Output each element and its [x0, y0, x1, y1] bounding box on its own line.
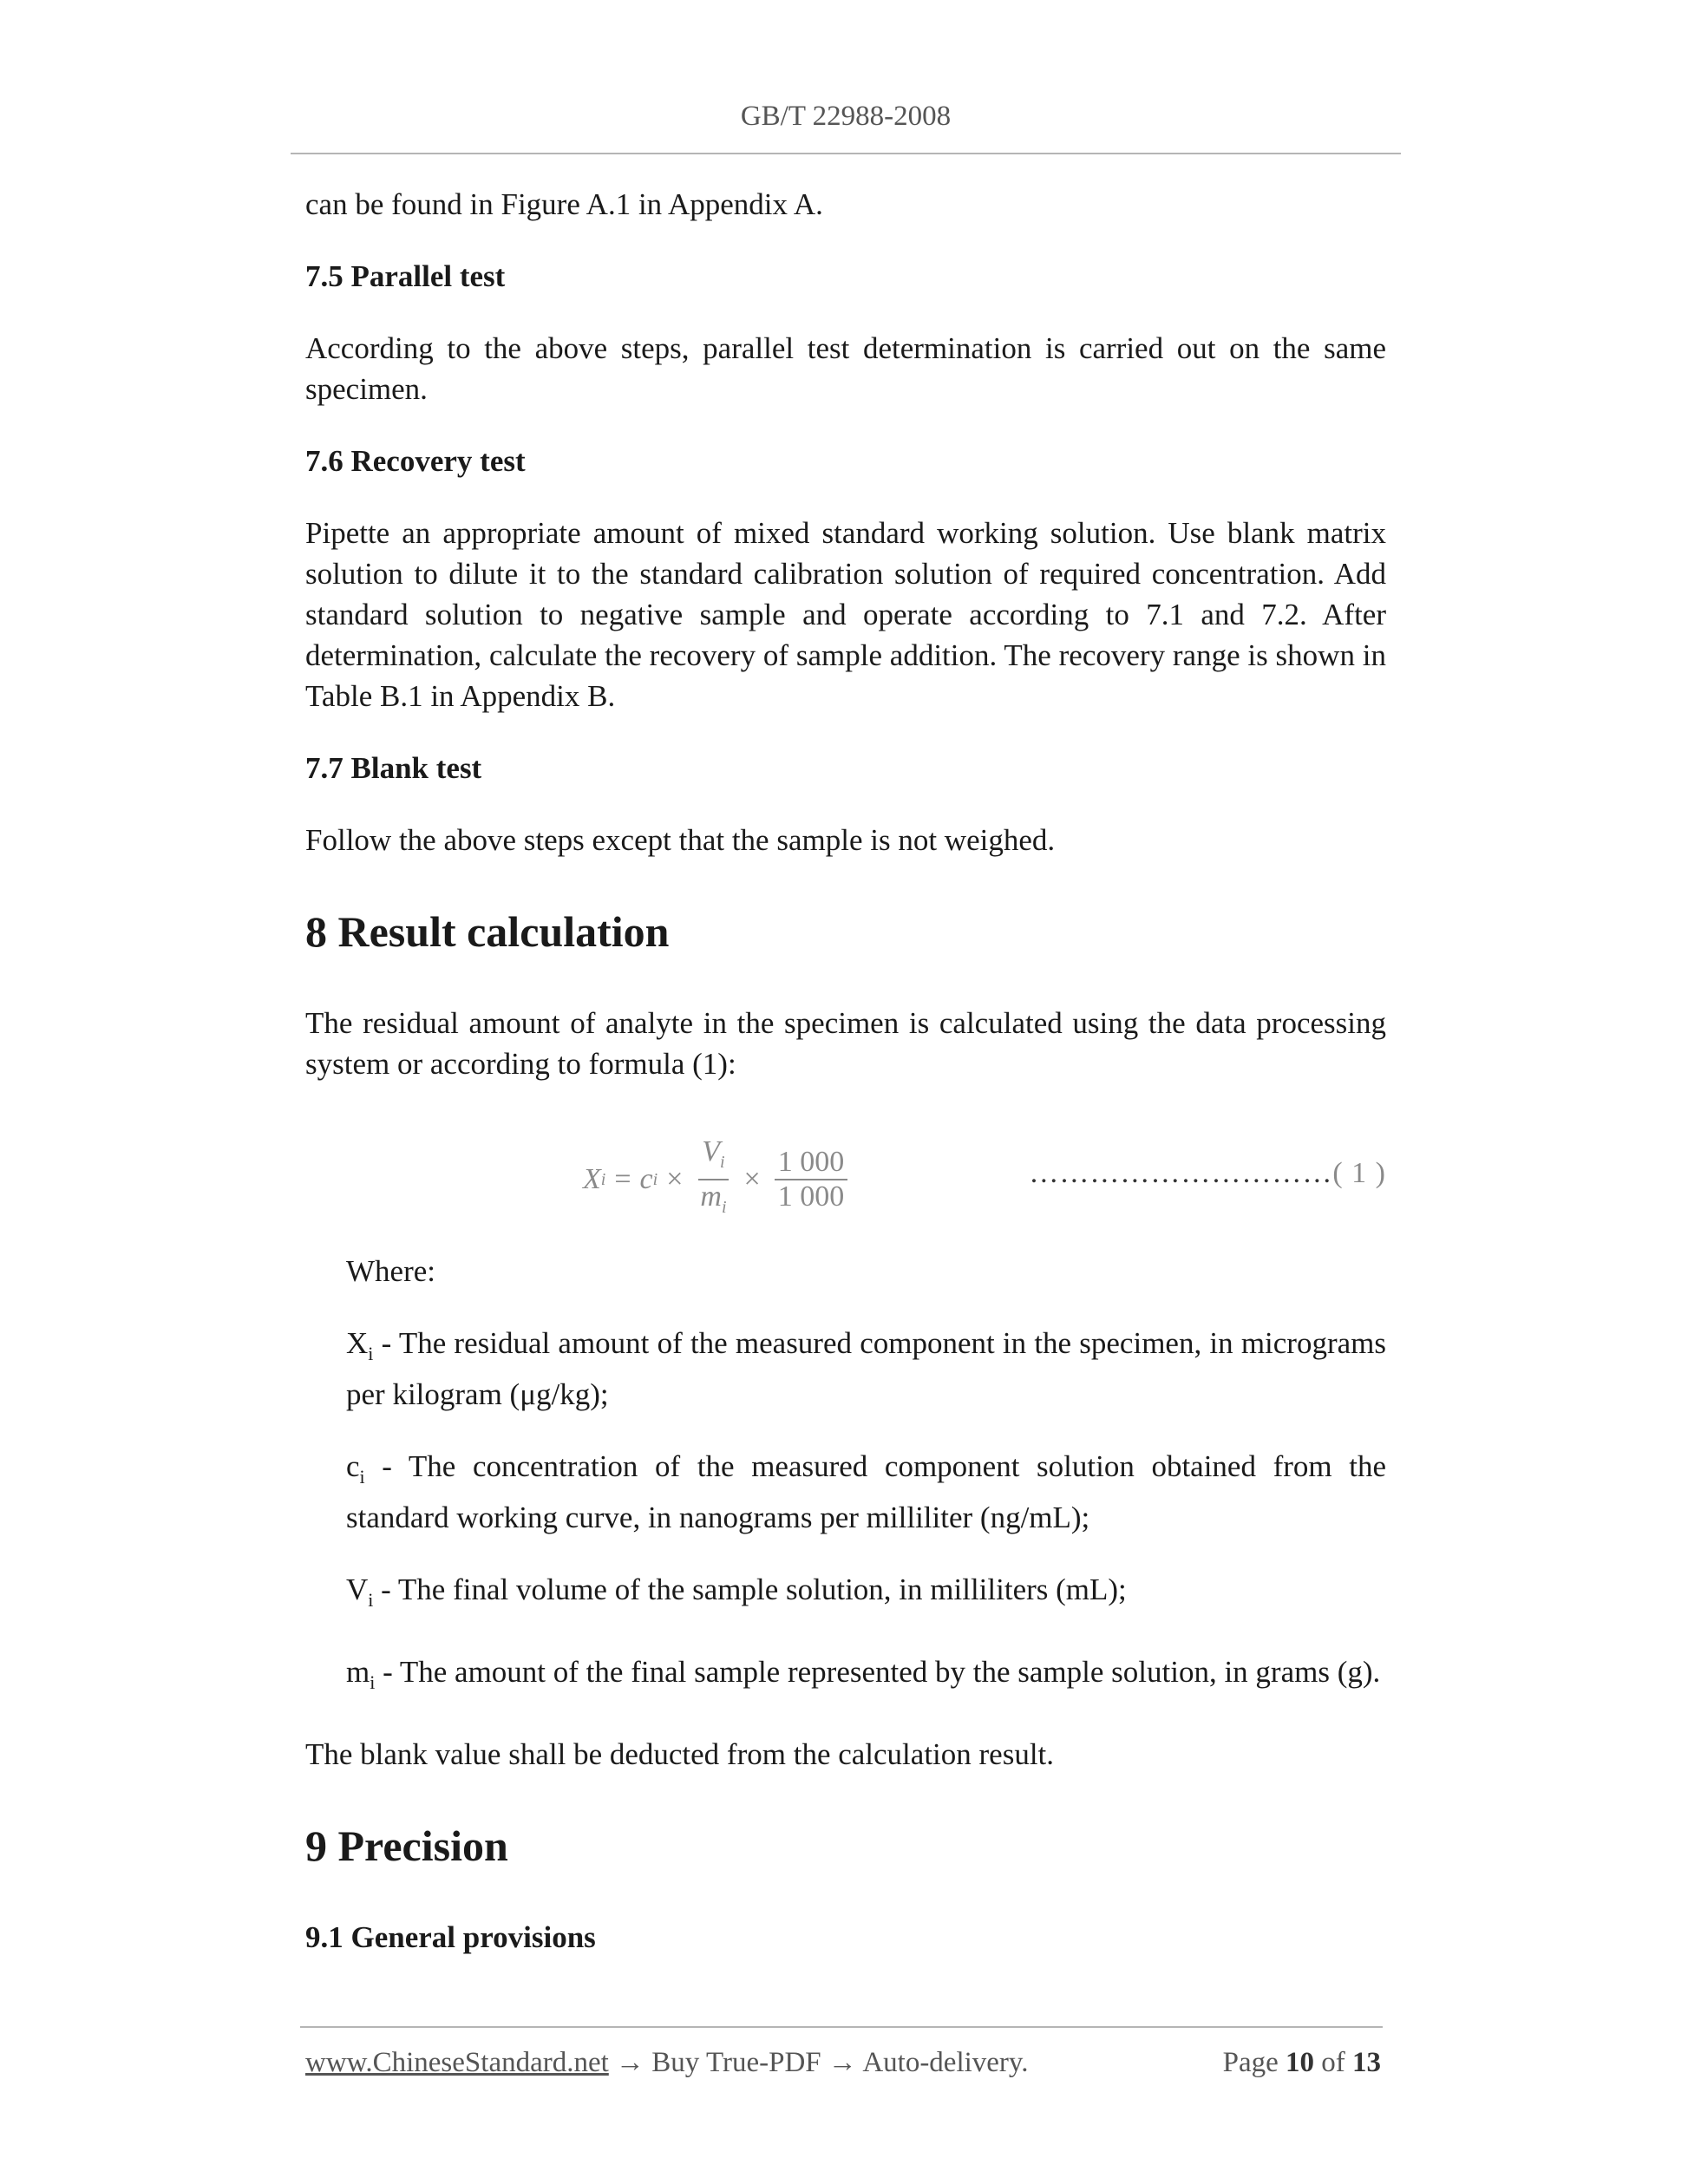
formula-times-2: × [743, 1163, 761, 1195]
arrow-icon: → [821, 2047, 863, 2078]
section-9-1-title: 9.1 General provisions [305, 1920, 596, 1954]
page-indicator [1223, 2047, 1381, 2079]
page-total: 13 [1352, 2047, 1381, 2078]
formula-c: c [639, 1163, 653, 1195]
def-text: - The amount of the final sample represented by the sample solution, in grams (g). [375, 1655, 1381, 1689]
definition-ci [346, 1446, 1386, 1538]
fraction-2-numerator: 1 000 [775, 1146, 848, 1180]
def-symbol: X [346, 1326, 369, 1360]
blank-value-note: The blank value shall be deducted from the calculation result. [305, 1737, 1055, 1771]
def-symbol: c [346, 1449, 360, 1483]
formula-expression [583, 1133, 853, 1226]
formula-times-1: × [666, 1163, 684, 1195]
fraction-2-denominator: 1 000 [777, 1180, 845, 1213]
formula-lhs-sub: i [600, 1169, 606, 1189]
buy-pdf-text: Buy True-PDF [651, 2047, 821, 2078]
section-7-6-text: Pipette an appropriate amount of mixed standard working solution. Use blank matrix solution to dilute it to the standard calibration solution of required concentration. Add standard solution to negative sample and operate according to 7.1 and 7.2. After determination, calculate the recovery of sample addition. The recovery range is shown in Table B.1 in Appendix B. [305, 516, 1386, 713]
def-symbol-sub: i [370, 1671, 376, 1693]
def-symbol: m [346, 1655, 370, 1689]
page-number: 10 [1286, 2047, 1314, 2078]
footer-left [305, 2047, 1029, 2079]
page-header [291, 95, 1401, 154]
equation-leader-dots: ………………………… [1029, 1157, 1333, 1189]
section-7-5-title: 7.5 Parallel test [305, 259, 506, 293]
where-label: Where: [346, 1254, 435, 1288]
definition-xi [346, 1323, 1386, 1415]
section-8-text: The residual amount of analyte in the specimen is calculated using the data processing system or according to formula (1): [305, 1006, 1386, 1081]
document-id: GB/T 22988-2008 [740, 101, 952, 132]
auto-delivery-text: Auto-delivery. [862, 2047, 1029, 2078]
def-text: - The final volume of the sample solution, in milliliters (mL); [373, 1573, 1127, 1606]
section-8-title: 8 Result calculation [305, 907, 670, 956]
page-label: Page [1222, 2047, 1279, 2078]
definition-vi [346, 1569, 1386, 1620]
def-symbol-sub: i [359, 1466, 365, 1488]
of-label: of [1321, 2047, 1345, 2078]
footer-divider [300, 2026, 1383, 2028]
fraction-1-numerator: V [702, 1135, 721, 1167]
def-text: - The residual amount of the measured component in the specimen, in micrograms per kilogram (μg/kg); [346, 1326, 1386, 1411]
def-symbol-sub: i [368, 1343, 374, 1364]
formula-equals: = [614, 1163, 631, 1195]
fraction-1-denominator-sub: i [721, 1198, 727, 1217]
formula-fraction-1 [697, 1135, 730, 1224]
def-symbol-sub: i [368, 1589, 374, 1611]
formula-fraction-2 [775, 1146, 848, 1213]
page-content [305, 184, 1386, 1958]
equation-number-label: ( 1 ) [1332, 1157, 1386, 1189]
section-7-7-text: Follow the above steps except that the sample is not weighed. [305, 823, 1056, 857]
def-text: - The concentration of the measured component solution obtained from the standard working curve, in nanograms per milliliter (ng/mL); [346, 1449, 1386, 1534]
equation-number [1029, 1157, 1386, 1190]
section-9-title: 9 Precision [305, 1821, 508, 1870]
arrow-icon: → [608, 2047, 652, 2078]
fraction-1-denominator: m [700, 1180, 722, 1213]
section-7-7-title: 7.7 Blank test [305, 751, 482, 785]
formula-1 [305, 1133, 1386, 1226]
definition-mi [346, 1651, 1386, 1703]
section-7-6-title: 7.6 Recovery test [305, 444, 526, 478]
site-link[interactable]: www.ChineseStandard.net [305, 2047, 609, 2078]
page-footer [305, 2047, 1381, 2090]
formula-c-sub: i [652, 1169, 658, 1189]
section-7-5-text: According to the above steps, parallel test determination is carried out on the same specimen. [305, 331, 1386, 406]
fraction-1-numerator-sub: i [720, 1153, 725, 1172]
def-symbol: V [346, 1573, 369, 1606]
continued-paragraph: can be found in Figure A.1 in Appendix A. [305, 187, 823, 221]
formula-lhs: X [583, 1163, 601, 1195]
